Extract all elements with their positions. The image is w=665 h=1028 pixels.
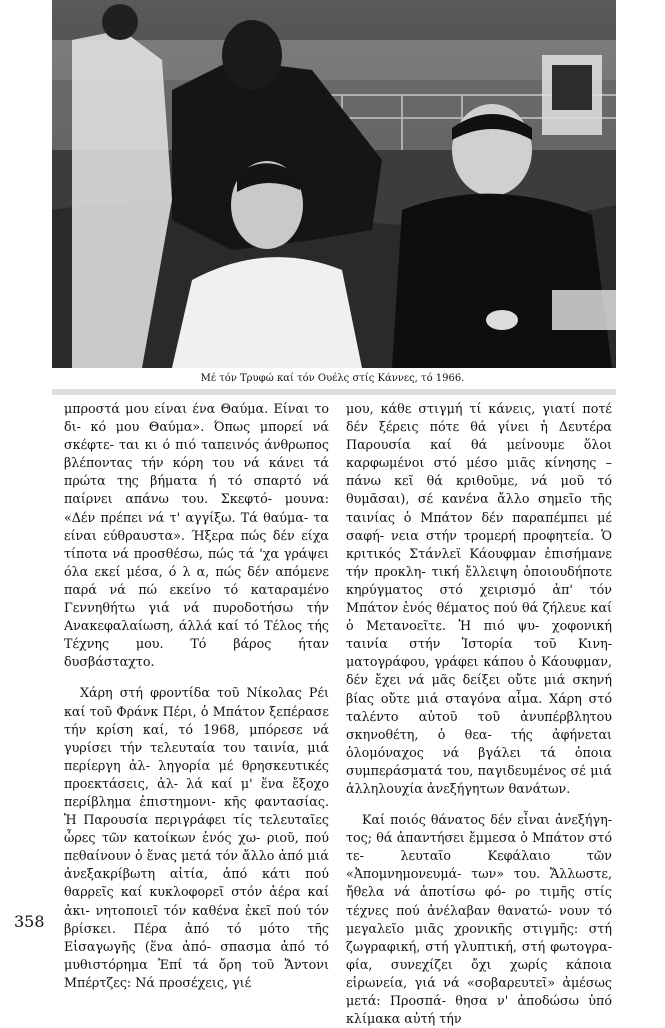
right-paragraph-2: Καί ποιός θάνατος δέν εἶναι ἀνεξήγη- τος; θά ἀπαντήσει ἔμμεσα ὁ Μπάτον στό τε- λευταῖο Κεφάλαιο τῶν «Ἀπομνημονευμά- των» του. Ἄλλωστε, ἤθελα νά ἀποτίσω φό- ρο τιμῆς στίς τέχνες πού ἀνέλαβαν θανατώ- νουν τό μεγαλεῖο μιᾶς χρονικῆς στιγμῆς: στή ζωγραφική, στή γλυπτική, στή φωτογρα- φία, συνεχίζει ὄχι χωρίς κάποια εἰρωνεία, γιά νά «σοβαρευτεῖ» ἀμέσως μετά: Προσπά- θησα ν' ἀποδώσω ὑπό κλίμακα αὐτή τήν [346,812,612,1027]
photo-caption: Μέ τόν Τρυφώ καί τόν Ουέλς στίς Κάννες, τό 1966. [200,373,465,384]
separator-band [52,389,616,395]
photo-illustration [52,0,616,368]
right-paragraph-1: μου, κάθε στιγμή τί κάνεις, γιατί ποτέ δέν ξέρεις πότε θά γίνει ἡ Δευτέρα Παρουσία καί θά μείνουμε ὅλοι καρφωμένοι στό μέσο μιᾶς κίνησης – πάνω κεῖ θά κριθοῦμε, νά μοῦ τό θυμᾶσαι), σέ κανένα ἄλλο σημεῖο τῆς ταινίας ὁ Μπάτον δέν παραπέμπει μέ σαφή- νεια στήν τρομερή προφητεία. Ὁ κριτικός Στάνλεϊ Κάουφμαν ἐπισήμανε τήν προκλη- τική ἔλλειψη ὁποιουδήποτε κηρύγματος στό χειρισμό ἀπ' τόν Μπάτον ἑνός θέματος πού θά ζήλευε καί ὁ Μετανοεῖτε. Ἡ πιό ψυ- χοφονική ταινία στήν Ἱστορία τοῦ Κινη- ματογράφου, γράφει κάπου ὁ Κάουφμαν, δέν ἔχει νά μᾶς δείξει οὔτε μιά σκηνή βίας οὔτε μιά σταγόνα αἷμα. Χάρη στό ταλέντο αὐτοῦ τοῦ ἀνυπέρβλητου σκηνοθέτη, ὁ θεα- τής ἀφήνεται ὁλομόναχος νά βγάλει τά ὁποια συμπεράσματά του, παγιδευμένος σέ μιά ἀλληλουχία ἀνεξήγητων θανάτων. [346,401,612,796]
paragraph-gap [64,671,329,684]
left-paragraph-1: μπροστά μου είναι ένα Θαύμα. Είναι το δι- κό μου Θαύμα». Όπως μπορεί νά σκέφτε- ται κι ό πιό ταπεινός άνθρωπος βλέποντας τήν κόρη του νά κάνει τά πρώτα της βήματα ή τό σπαρτό νά παίρνει απάνω του. Σκεφτό- μουνα: «Δέν πρέπει νά τ' αγγίξω. Τά θαύμα- τα είναι εύθραυστα». Ήξερα πώς δέν είχα τίποτα νά προσθέσω, πώς τά 'χα γράψει όλα εκεί μέσα, ό λ α, πώς δέν απόμενε παρά νά πώ εκείνο τό καταραμένο Γεννηθήτω γιά νά πυροδοτήσω τήν Ανακεφαλαίωση, άλλά καί τό Τέλος τής Τέχνης μου. Τό βάρος ήταν δυσβάσταχτο. [64,401,329,670]
left-paragraph-2: Χάρη στή φροντίδα τοῦ Νίκολας Ρέι καί τοῦ Φράνκ Πέρι, ὁ Μπάτον ξεπέρασε τήν κρίση καί, τό 1968, μπόρεσε νά γυρίσει τήν τελευταία του ταινία, μιά περίεργη ἀλ- ληγορία μέ θρησκευτικές προεκτάσεις, ἀλ- λά καί μ' ἕνα ἔξοχο περίβλημα ἐπιστημονι- κῆς φαντασίας. Ἡ Παρουσία περιγράφει τίς τελευταῖες ὧρες τῶν κατοίκων ἑνός χω- ριοῦ, πού πεθαίνουν ὁ ἕνας μετά τόν ἄλλο ἀπό μιά ἀνεξακρίβωτη αἰτία, ἀπό κάτι πού θαρρεῖς καί κυκλοφορεῖ στόν ἀέρα καί ἀκι- νητοποιεῖ τόν καθένα ἐκεῖ πού τόν βρίσκει. Πέρα ἀπό τό μότο τῆς Εἰσαγωγῆς (ἕνα ἀπό- σπασμα ἀπό τό μυθιστόρημα Ἐπί τά ὄρη τοῦ Ἄντονι Μπέρτζες: Νά προσέχεις, γιέ [64,685,329,990]
text-column-right [346,400,612,1028]
text-column-left [64,400,329,992]
page-number: 358 [14,912,45,931]
photograph [52,0,616,368]
